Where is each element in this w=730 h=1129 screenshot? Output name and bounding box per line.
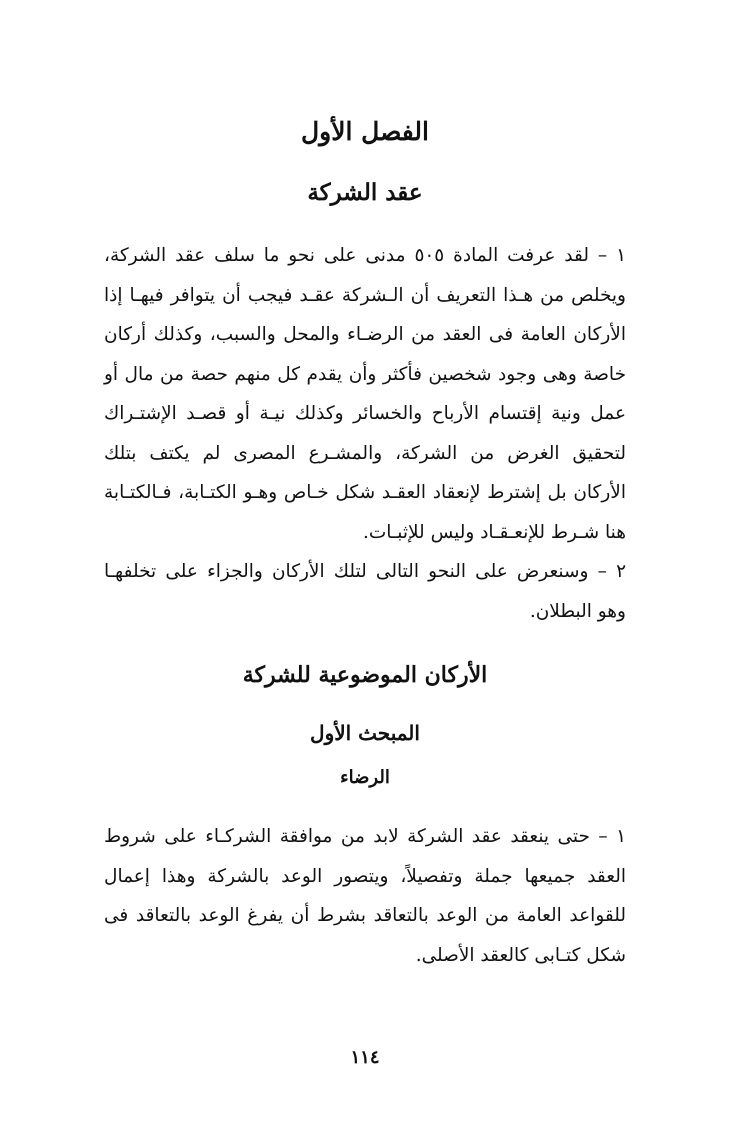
subsection-title: المبحث الأول [310, 721, 420, 745]
paragraph-definition: ١ – لقد عرفت المادة ٥٠٥ مدنى على نحو ما سلف عقد الشركة، ويخلص من هـذا التعريف أن الـشركة عقـد فيجب أن يتوافر فيهـا إذا الأركان العامة فى العقد من الرضـاء والمحل والسبب، وكذلك أركان خاصة وهى وجود شخصين فأكثر وأن يقدم كل منهم حصة من مال أو عمل ونية إقتسام الأرباح والخسائر وكذلك نيـة أو قصـد الإشتـراك لتحقيق الغرض من الشركة، والمشـرع المصرى لم يكتف بتلك الأركان بل إشترط لإنعقاد العقـد شكل خـاص وهـو الكتـابة، فـالكتـابة هنا شـرط للإنعـقـاد وليس للإثبـات. [104, 245, 627, 543]
page-number: ١١٤ [350, 1047, 380, 1068]
paragraph-consent: ١ – حتى ينعقد عقد الشركة لابد من موافقة الشركـاء على شروط العقد جميعها جملة وتفصيلاً، ويتصور الوعد بالشركة وهذا إعمال للقواعد العامة من الوعد بالتعاقد بشرط أن يفرغ الوعد بالتعاقد فى شكل كتـابى كالعقد الأصلى. [104, 826, 626, 966]
section-title: الأركان الموضوعية للشركة [242, 662, 488, 688]
page-content [104, 112, 626, 975]
paragraph-outline: ٢ – وسنعرض على النحو التالى لتلك الأركان والجزاء على تخلفهـا وهو البطلان. [104, 561, 626, 622]
subsection-subtitle: الرضاء [340, 767, 390, 788]
chapter-subtitle: عقد الشركة [307, 179, 423, 206]
chapter-title: الفصل الأول [301, 117, 429, 146]
